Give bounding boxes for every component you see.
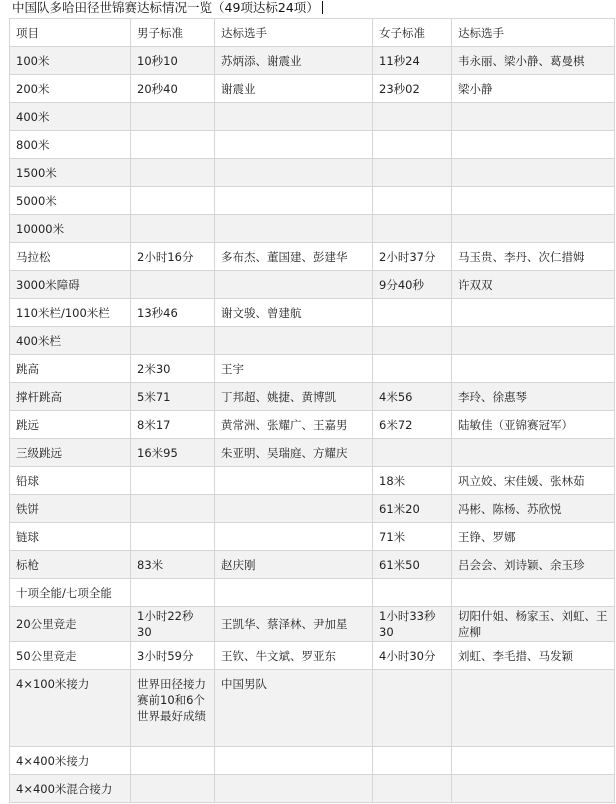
table-row bbox=[10, 299, 615, 327]
men-standard-cell: 2小时16分 bbox=[131, 243, 215, 271]
event-cell: 铅球 bbox=[10, 467, 131, 495]
header-cell: 达标选手 bbox=[215, 19, 373, 47]
women-athletes-cell: 冯彬、陈杨、苏欣悦 bbox=[452, 495, 615, 523]
event-cell: 3000米障碍 bbox=[10, 271, 131, 299]
men-standard-cell: 83米 bbox=[131, 551, 215, 579]
men-athletes-cell bbox=[215, 271, 373, 299]
caption-text: 中国队多哈田径世锦赛达标情况一览（49项达标24项） bbox=[12, 0, 319, 15]
men-athletes-cell bbox=[215, 159, 373, 187]
women-standard-cell: 4小时30分 bbox=[373, 642, 452, 670]
header-cell: 男子标准 bbox=[131, 19, 215, 47]
table-row bbox=[10, 75, 615, 103]
men-athletes-cell: 谢震业 bbox=[215, 75, 373, 103]
table-row bbox=[10, 551, 615, 579]
women-standard-cell bbox=[373, 103, 452, 131]
women-standard-cell: 71米 bbox=[373, 523, 452, 551]
men-standard-cell bbox=[131, 187, 215, 215]
event-cell: 20公里竞走 bbox=[10, 607, 131, 642]
qualification-table bbox=[9, 18, 615, 803]
women-standard-cell: 1小时33秒30 bbox=[373, 607, 452, 642]
table-row bbox=[10, 47, 615, 75]
table-row bbox=[10, 103, 615, 131]
event-cell: 铁饼 bbox=[10, 495, 131, 523]
header-cell: 项目 bbox=[10, 19, 131, 47]
men-standard-cell: 20秒40 bbox=[131, 75, 215, 103]
event-cell: 400米栏 bbox=[10, 327, 131, 355]
men-standard-cell bbox=[131, 271, 215, 299]
table-row bbox=[10, 411, 615, 439]
women-athletes-cell bbox=[452, 103, 615, 131]
men-athletes-cell bbox=[215, 579, 373, 607]
men-standard-cell bbox=[131, 131, 215, 159]
women-standard-cell: 9分40秒 bbox=[373, 271, 452, 299]
table-row bbox=[10, 495, 615, 523]
women-athletes-cell: 马玉贵、李丹、次仁措姆 bbox=[452, 243, 615, 271]
men-athletes-cell bbox=[215, 187, 373, 215]
men-standard-cell bbox=[131, 523, 215, 551]
event-cell: 链球 bbox=[10, 523, 131, 551]
men-standard-cell bbox=[131, 215, 215, 243]
women-athletes-cell: 刘虹、李毛措、马发颖 bbox=[452, 642, 615, 670]
women-standard-cell bbox=[373, 131, 452, 159]
women-athletes-cell: 梁小静 bbox=[452, 75, 615, 103]
men-standard-cell: 8米17 bbox=[131, 411, 215, 439]
men-standard-cell bbox=[131, 747, 215, 775]
men-standard-cell bbox=[131, 467, 215, 495]
event-cell: 4×400米接力 bbox=[10, 747, 131, 775]
table-row bbox=[10, 642, 615, 670]
men-athletes-cell bbox=[215, 747, 373, 775]
table-row bbox=[10, 747, 615, 775]
men-standard-cell bbox=[131, 775, 215, 803]
event-cell: 5000米 bbox=[10, 187, 131, 215]
women-standard-cell bbox=[373, 747, 452, 775]
event-cell: 标枪 bbox=[10, 551, 131, 579]
clipped-text: 世界田径接力赛前10和6个世界最好成绩 bbox=[137, 677, 206, 723]
women-standard-cell bbox=[373, 670, 452, 747]
table-row bbox=[10, 327, 615, 355]
men-athletes-cell: 赵庆刚 bbox=[215, 551, 373, 579]
women-standard-cell bbox=[373, 215, 452, 243]
table-row bbox=[10, 579, 615, 607]
women-athletes-cell bbox=[452, 131, 615, 159]
women-standard-cell bbox=[373, 327, 452, 355]
men-athletes-cell: 王凯华、蔡泽林、尹加星 bbox=[215, 607, 373, 642]
women-athletes-cell bbox=[452, 747, 615, 775]
women-standard-cell bbox=[373, 299, 452, 327]
women-standard-cell: 2小时37分 bbox=[373, 243, 452, 271]
event-cell: 400米 bbox=[10, 103, 131, 131]
event-cell: 200米 bbox=[10, 75, 131, 103]
event-cell: 跳远 bbox=[10, 411, 131, 439]
men-athletes-cell bbox=[215, 131, 373, 159]
women-standard-cell: 23秒02 bbox=[373, 75, 452, 103]
men-standard-cell: 16米95 bbox=[131, 439, 215, 467]
men-standard-cell: 5米71 bbox=[131, 383, 215, 411]
table-row bbox=[10, 355, 615, 383]
men-standard-cell: 2米30 bbox=[131, 355, 215, 383]
women-standard-cell: 61米50 bbox=[373, 551, 452, 579]
men-standard-cell bbox=[131, 159, 215, 187]
women-standard-cell bbox=[373, 775, 452, 803]
event-cell: 1500米 bbox=[10, 159, 131, 187]
table-row bbox=[10, 775, 615, 803]
event-cell: 110米栏/100米栏 bbox=[10, 299, 131, 327]
header-row bbox=[10, 19, 615, 47]
men-standard-cell bbox=[131, 670, 215, 747]
men-standard-cell bbox=[131, 327, 215, 355]
women-standard-cell bbox=[373, 159, 452, 187]
men-athletes-cell bbox=[215, 103, 373, 131]
men-standard-cell bbox=[131, 495, 215, 523]
men-athletes-cell: 丁邦超、姚捷、黄博凯 bbox=[215, 383, 373, 411]
men-standard-cell: 1小时22秒30 bbox=[131, 607, 215, 642]
women-standard-cell: 4米56 bbox=[373, 383, 452, 411]
event-cell: 100米 bbox=[10, 47, 131, 75]
men-athletes-cell: 中国男队 bbox=[215, 670, 373, 747]
women-athletes-cell: 吕会会、刘诗颖、余玉珍 bbox=[452, 551, 615, 579]
women-athletes-cell bbox=[452, 187, 615, 215]
women-standard-cell: 18米 bbox=[373, 467, 452, 495]
table-row bbox=[10, 383, 615, 411]
women-standard-cell bbox=[373, 187, 452, 215]
table-row bbox=[10, 439, 615, 467]
event-cell: 跳高 bbox=[10, 355, 131, 383]
men-athletes-cell bbox=[215, 523, 373, 551]
event-cell: 十项全能/七项全能 bbox=[10, 579, 131, 607]
women-athletes-cell: 韦永丽、梁小静、葛曼棋 bbox=[452, 47, 615, 75]
women-standard-cell: 6米72 bbox=[373, 411, 452, 439]
header-cell: 达标选手 bbox=[452, 19, 615, 47]
men-athletes-cell bbox=[215, 775, 373, 803]
men-athletes-cell: 王宇 bbox=[215, 355, 373, 383]
women-athletes-cell bbox=[452, 299, 615, 327]
women-standard-cell bbox=[373, 579, 452, 607]
table-row bbox=[10, 523, 615, 551]
women-athletes-cell: 切阳什姐、杨家玉、刘虹、王应柳 bbox=[452, 607, 615, 642]
men-athletes-cell bbox=[215, 327, 373, 355]
women-athletes-cell bbox=[452, 775, 615, 803]
men-standard-cell bbox=[131, 579, 215, 607]
women-athletes-cell bbox=[452, 579, 615, 607]
men-athletes-cell: 朱亚明、吴瑞庭、方耀庆 bbox=[215, 439, 373, 467]
men-athletes-cell bbox=[215, 467, 373, 495]
men-athletes-cell bbox=[215, 495, 373, 523]
event-cell: 撑杆跳高 bbox=[10, 383, 131, 411]
event-cell: 50公里竞走 bbox=[10, 642, 131, 670]
men-standard-cell bbox=[131, 103, 215, 131]
event-cell: 三级跳远 bbox=[10, 439, 131, 467]
women-athletes-cell: 王铮、罗娜 bbox=[452, 523, 615, 551]
women-athletes-cell: 巩立姣、宋佳媛、张林茹 bbox=[452, 467, 615, 495]
table-row bbox=[10, 467, 615, 495]
women-athletes-cell bbox=[452, 159, 615, 187]
table-caption bbox=[12, 0, 323, 16]
women-athletes-cell: 许双双 bbox=[452, 271, 615, 299]
men-standard-cell: 10秒10 bbox=[131, 47, 215, 75]
men-athletes-cell: 谢文骏、曾建航 bbox=[215, 299, 373, 327]
text-cursor bbox=[322, 1, 323, 14]
event-cell: 马拉松 bbox=[10, 243, 131, 271]
men-athletes-cell bbox=[215, 215, 373, 243]
men-standard-cell: 3小时59分 bbox=[131, 642, 215, 670]
event-cell: 10000米 bbox=[10, 215, 131, 243]
women-athletes-cell bbox=[452, 670, 615, 747]
event-cell: 4×400米混合接力 bbox=[10, 775, 131, 803]
women-standard-cell bbox=[373, 439, 452, 467]
table-row bbox=[10, 670, 615, 747]
table-row bbox=[10, 159, 615, 187]
women-athletes-cell: 陆敏佳（亚锦赛冠军） bbox=[452, 411, 615, 439]
table-row bbox=[10, 271, 615, 299]
event-cell: 800米 bbox=[10, 131, 131, 159]
women-athletes-cell: 李玲、徐惠琴 bbox=[452, 383, 615, 411]
table-row bbox=[10, 243, 615, 271]
men-athletes-cell: 多布杰、董国建、彭建华 bbox=[215, 243, 373, 271]
women-standard-cell: 11秒24 bbox=[373, 47, 452, 75]
table-row bbox=[10, 607, 615, 642]
table-row bbox=[10, 131, 615, 159]
men-athletes-cell: 王钦、牛文斌、罗亚东 bbox=[215, 642, 373, 670]
table-row bbox=[10, 187, 615, 215]
men-athletes-cell: 苏炳添、谢震业 bbox=[215, 47, 373, 75]
men-athletes-cell: 黄常洲、张耀广、王嘉男 bbox=[215, 411, 373, 439]
header-cell: 女子标准 bbox=[373, 19, 452, 47]
women-standard-cell: 61米20 bbox=[373, 495, 452, 523]
event-cell: 4×100米接力 bbox=[10, 670, 131, 747]
women-athletes-cell bbox=[452, 327, 615, 355]
table-row bbox=[10, 215, 615, 243]
men-standard-cell: 13秒46 bbox=[131, 299, 215, 327]
women-athletes-cell bbox=[452, 439, 615, 467]
women-athletes-cell bbox=[452, 215, 615, 243]
women-athletes-cell bbox=[452, 355, 615, 383]
women-standard-cell bbox=[373, 355, 452, 383]
